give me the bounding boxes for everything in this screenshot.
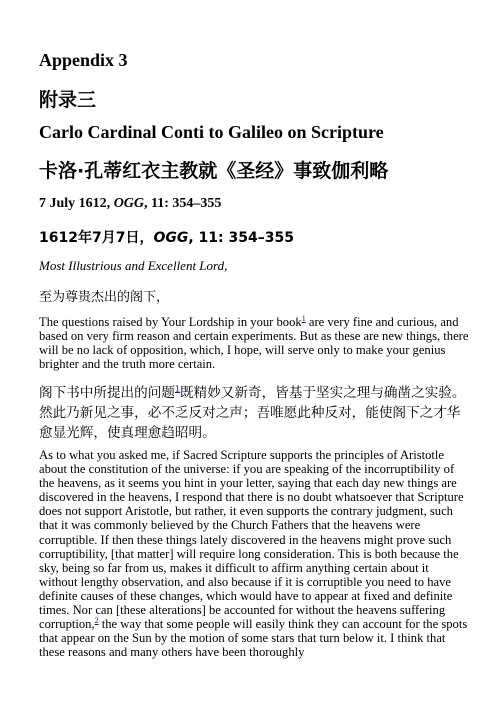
paragraph-2-en-text-b: the way that some people will easily think they can account for the spots that appear on the Sun by the motion of some stars that turn below it. I think that these reasons and many others have been thoroughly: [39, 617, 468, 660]
paragraph-1-en: [39, 315, 469, 371]
date-line-en: [39, 196, 469, 212]
paragraph-1-zh-text-b: 既精妙又新奇，皆基于坚实之理与确凿之实验。然此乃新见之事，必不乏反对之声；吾唯愿此种反对，能使阁下之才华愈显光辉，使真理愈趋昭明。: [39, 385, 466, 441]
letter-title-zh: 卡洛·孔蒂红衣主教就《圣经》事致伽利略: [39, 160, 389, 182]
appendix-title-zh: 附录三: [39, 89, 97, 111]
letter-title-en: Carlo Cardinal Conti to Galileo on Scripture: [39, 122, 384, 142]
paragraph-1-zh: [39, 383, 469, 443]
date-zh: 1612年7月7日，: [39, 230, 154, 246]
footnote-1-link-zh[interactable]: 1: [174, 384, 181, 394]
paragraph-1-en-text-a: The questions raised by Your Lordship in your book: [39, 315, 302, 329]
source-en: OGG: [113, 196, 145, 211]
appendix-title-en: Appendix 3: [39, 50, 128, 70]
date-line-zh: [39, 227, 469, 247]
paragraph-2-en-text-a: As to what you asked me, if Sacred Scripture supports the principles of Aristotle about the constitution of the universe: if you are speaking of the incorruptibility of the heavens, as it seems you hint in your letter, saying that each day new things are discovered in the heavens, I respond that there is no doubt whatsoever that Scripture does not support Aristotle, but rather, it even supports the contrary judgment, such that it was commonly believed by the Church Fathers that the heavens were corruptible. If then these things lately discovered in the heavens might prove such corruptibility, [that matter] will require long consideration. This is both because the sky, being so far from us, makes it difficult to affirm anything certain about it without lengthy observation, and also because if it is corruptible you need to have definite causes of these changes, which would have to appear at fixed and definite times. Nor can [these alterations] be accounted for without the heavens suffering corruption,: [39, 448, 464, 632]
salutation-zh: 至为尊贵杰出的阁下，: [39, 290, 170, 305]
paragraph-2-en: [39, 448, 469, 659]
ref-en: , 11: 354–355: [144, 196, 222, 211]
footnote-2-link[interactable]: 2: [94, 615, 99, 625]
ref-zh: , 11: 354–355: [188, 230, 294, 246]
source-zh: OGG: [153, 230, 189, 246]
salutation-en: Most Illustrious and Excellent Lord,: [39, 258, 228, 273]
footnote-1-link[interactable]: 1: [301, 313, 306, 323]
paragraph-1-zh-text-a: 阁下书中所提出的问题: [39, 385, 175, 401]
paragraph-1-en-text-b: are very fine and curious, and based on very firm reason and certain experiments. But as these are new things, there will be no lack of opposition, which, I hope, will serve only to make your genius brighter and the truth more certain.: [39, 315, 469, 372]
date-en: 7 July 1612,: [39, 196, 114, 211]
